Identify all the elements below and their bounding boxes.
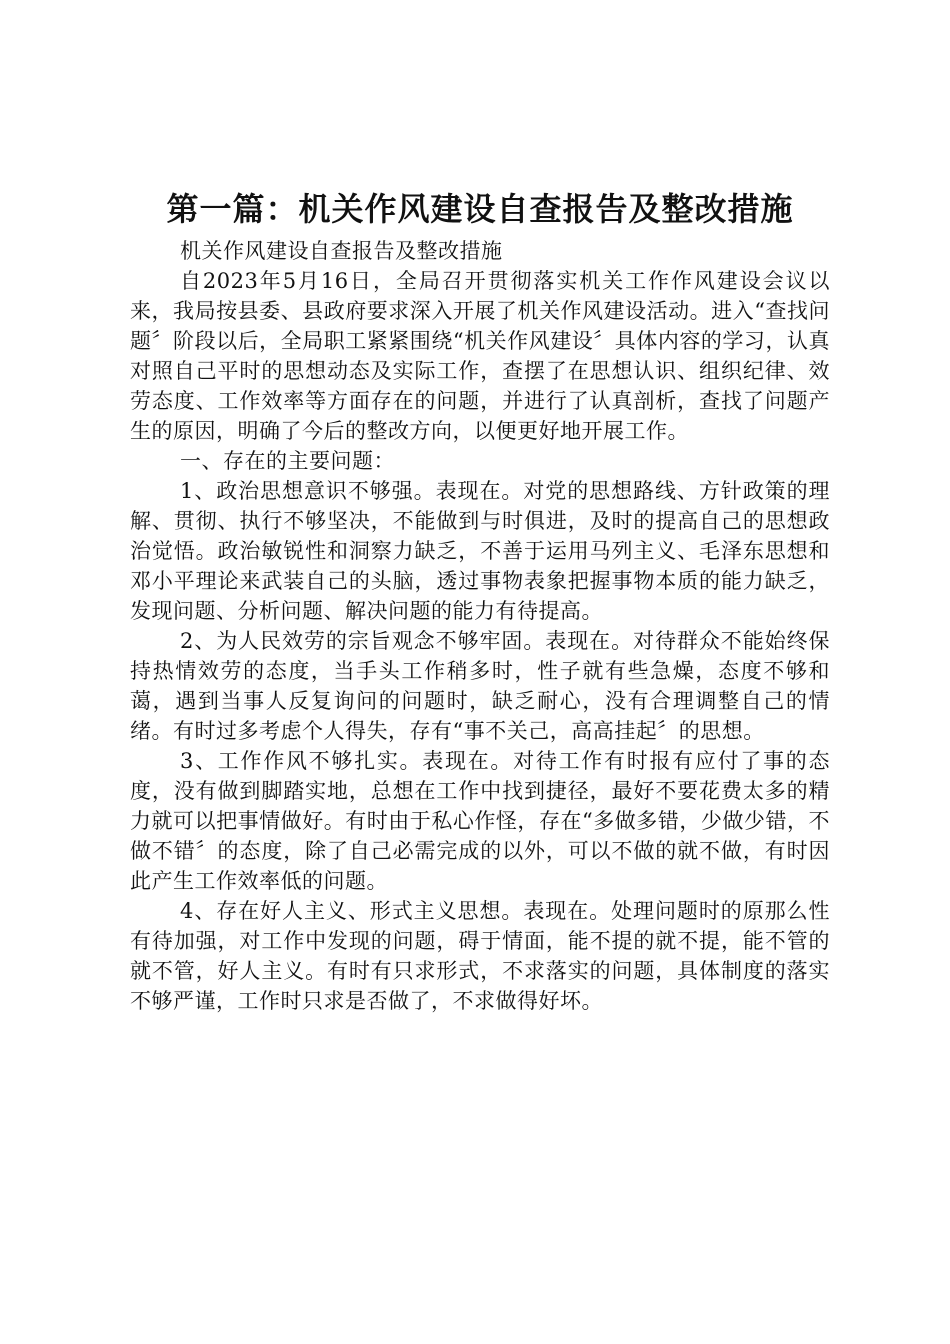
problem-item-2: 2、为人民效劳的宗旨观念不够牢固。表现在。对待群众不能始终保持热情效劳的态度，当手头工作稍多时，性子就有些急燥，态度不够和蔼，遇到当事人反复询问的问题时，缺乏耐心，没有合理调整自己的情绪。有时过多考虑个人得失，存有“事不关己，高高挂起〞的思想。 bbox=[130, 629, 830, 743]
document-page bbox=[130, 186, 830, 1016]
intro-paragraph: 自2023年5月16日，全局召开贯彻落实机关工作作风建设会议以来，我局按县委、县政府要求深入开展了机关作风建设活动。进入“查找问题〞阶段以后，全局职工紧紧围绕“机关作风建设〞具体内容的学习，认真对照自己平时的思想动态及实际工作，查摆了在思想认识、组织纪律、效劳态度、工作效率等方面存在的问题，并进行了认真剖析，查找了问题产生的原因，明确了今后的整改方向，以便更好地开展工作。 bbox=[130, 269, 830, 443]
problem-item-1: 1、政治思想意识不够强。表现在。对党的思想路线、方针政策的理解、贯彻、执行不够坚决，不能做到与时俱进，及时的提高自己的思想政治觉悟。政治敏锐性和洞察力缺乏，不善于运用马列主义、毛泽东思想和邓小平理论来武装自己的头脑，透过事物表象把握事物本质的能力缺乏，发现问题、分析问题、解决问题的能力有待提高。 bbox=[130, 479, 830, 623]
problem-item-3: 3、工作作风不够扎实。表现在。对待工作有时报有应付了事的态度，没有做到脚踏实地，总想在工作中找到捷径，最好不要花费太多的精力就可以把事情做好。有时由于私心作怪，存在“多做多错，少做少错，不做不错〞的态度，除了自己必需完成的以外，可以不做的就不做，有时因此产生工作效率低的问题。 bbox=[130, 749, 830, 893]
subtitle-paragraph: 机关作风建设自查报告及整改措施 bbox=[180, 239, 503, 263]
document-title: 第一篇：机关作风建设自查报告及整改措施 bbox=[166, 190, 794, 228]
section-heading: 一、存在的主要问题： bbox=[180, 449, 395, 473]
problem-item-4: 4、存在好人主义、形式主义思想。表现在。处理问题时的原那么性有待加强，对工作中发现的问题，碍于情面，能不提的就不提，能不管的就不管，好人主义。有时有只求形式，不求落实的问题，具体制度的落实不够严谨，工作时只求是否做了，不求做得好坏。 bbox=[130, 899, 830, 1013]
